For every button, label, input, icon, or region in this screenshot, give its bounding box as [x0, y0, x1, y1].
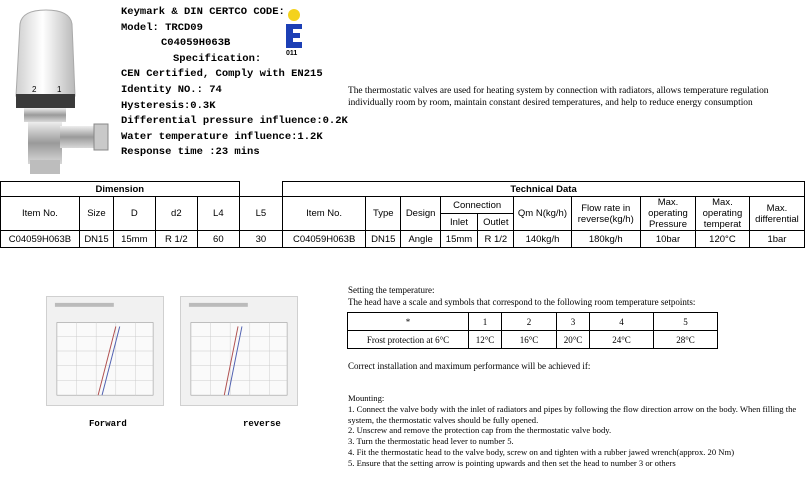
cell-l5: 30: [239, 231, 283, 248]
mounting-step-1: 1. Connect the valve body with the inlet of radiators and pipes by following the flow direction arrow on the body. When filling the system, the thermostatic valves should be fully opened.: [348, 403, 797, 425]
setpoint-value-3: 20°C: [557, 331, 590, 349]
setting-intro: The head have a scale and symbols that correspond to the following room temperature setpoints:: [348, 296, 696, 307]
correct-installation-note: Correct installation and maximum performance will be achieved if:: [348, 361, 591, 371]
setpoint-value-1: 12°C: [469, 331, 502, 349]
cell-max-diff: 1bar: [749, 231, 804, 248]
thermostatic-valve-image: [2, 4, 114, 179]
cell-l4: 60: [198, 231, 239, 248]
setpoint-header-0: *: [348, 313, 469, 331]
col-max-diff: Max. differential: [749, 197, 804, 231]
setpoint-header-2: 2: [502, 313, 557, 331]
cell-type: DN15: [366, 231, 401, 248]
col-item-no: Item No.: [1, 197, 80, 231]
mounting-step-5: 5. Ensure that the setting arrow is pointing upwards and then set the head to number 3 or others: [348, 457, 676, 468]
specification-label: Specification:: [173, 52, 262, 65]
col-max-pressure: Max. operating Pressure: [641, 197, 696, 231]
response-time: Response time :23 mins: [121, 146, 260, 159]
header-gap: [239, 182, 283, 197]
setpoint-header-1: 1: [469, 313, 502, 331]
cell-flow-rate: 180kg/h: [571, 231, 641, 248]
cell-inlet: 15mm: [440, 231, 477, 248]
col-max-temp: Max. operating temperat: [695, 197, 749, 231]
logo-number: 011: [286, 50, 298, 57]
cell-d: 15mm: [114, 231, 155, 248]
identity-number: Identity NO.: 74: [121, 83, 222, 96]
col-flow-rate: Flow rate in reverse(kg/h): [571, 197, 641, 231]
forward-label: Forward: [89, 419, 127, 429]
col-l4: L4: [198, 197, 239, 231]
certification-block: [121, 5, 348, 161]
mounting-title: Mounting:: [348, 393, 385, 403]
col-d: D: [114, 197, 155, 231]
setpoint-header-5: 5: [654, 313, 718, 331]
cell-max-temp: 120°C: [695, 231, 749, 248]
col-l5: L5: [239, 197, 283, 231]
mounting-section: [348, 393, 798, 469]
reverse-label: reverse: [243, 419, 281, 429]
cell-item-no: C04059H063B: [1, 231, 80, 248]
setpoint-value-0: Frost protection at 6°C: [348, 331, 469, 349]
product-description: The thermostatic valves are used for heating system by connection with radiators, allows temperature regulation individually room by room, maintain constant desired temperatures, and help to reduce energy consumption: [348, 86, 769, 108]
water-temp-influence: Water temperature influence:1.2K: [121, 130, 323, 143]
technical-table: [0, 181, 805, 248]
col-type: Type: [366, 197, 401, 231]
col-item-no-2: Item No.: [283, 197, 366, 231]
col-qm: Qm N(kg/h): [514, 197, 571, 231]
col-inlet: Inlet: [440, 214, 477, 231]
pressure-influence: Differential pressure influence:0.2K: [121, 115, 348, 128]
col-outlet: Outlet: [478, 214, 514, 231]
scale-number-2: 2: [32, 85, 37, 94]
cell-design: Angle: [401, 231, 440, 248]
table-row: [348, 313, 718, 331]
scale-number-1: 1: [57, 85, 62, 94]
col-connection: Connection: [440, 197, 514, 214]
table-row: [348, 331, 718, 349]
cell-qm: 140kg/h: [514, 231, 571, 248]
setpoint-value-2: 16°C: [502, 331, 557, 349]
setting-title: Setting the temperature:: [348, 285, 435, 295]
col-design: Design: [401, 197, 440, 231]
forward-chart-image: [46, 296, 164, 406]
cell-d2: R 1/2: [155, 231, 198, 248]
reverse-chart-image: [180, 296, 298, 406]
mounting-step-3: 3. Turn the thermostatic head lever to number 5.: [348, 436, 514, 447]
col-size: Size: [79, 197, 113, 231]
setting-section: [348, 285, 798, 308]
cell-size: DN15: [79, 231, 113, 248]
keymark-code: Keymark & DIN CERTCO CODE:: [121, 6, 285, 18]
cell-outlet: R 1/2: [478, 231, 514, 248]
cell-item-no-2: C04059H063B: [283, 231, 366, 248]
model-code: C04059H063B: [161, 37, 231, 50]
hysteresis: Hysteresis:0.3K: [121, 99, 216, 112]
cen-certified: CEN Certified, Comply with EN215: [121, 68, 323, 81]
dimension-header: Dimension: [1, 182, 240, 197]
setpoint-header-3: 3: [557, 313, 590, 331]
table-row: [1, 231, 805, 248]
setpoint-header-4: 4: [590, 313, 654, 331]
cell-max-pressure: 10bar: [641, 231, 696, 248]
setpoint-value-4: 24°C: [590, 331, 654, 349]
setpoint-table: [347, 312, 718, 349]
technical-data-header: Technical Data: [283, 182, 805, 197]
mounting-step-2: 2. Unscrew and remove the protection cap from the thermostatic valve body.: [348, 425, 612, 436]
col-d2: d2: [155, 197, 198, 231]
mounting-step-4: 4. Fit the thermostatic head to the valve body, screw on and tighten with a rubber jawed wrench(approx. 20 Nm): [348, 446, 735, 457]
model-label: Model: TRCD09: [121, 21, 203, 34]
setpoint-value-5: 28°C: [654, 331, 718, 349]
